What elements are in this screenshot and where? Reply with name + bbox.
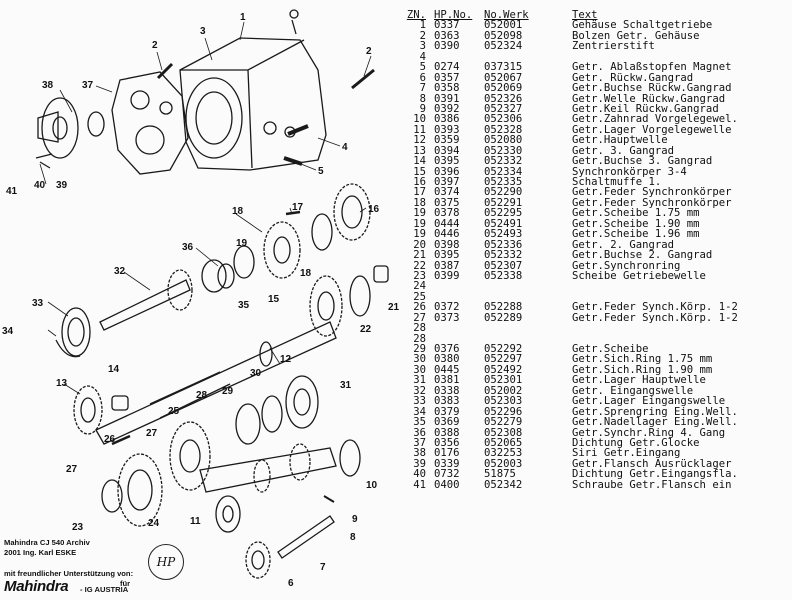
cell-werk: 052324 xyxy=(484,40,523,53)
cell-hp: 0359 xyxy=(434,134,460,147)
cell-text: Getr.Buchse 3. Gangrad xyxy=(572,156,713,167)
cell-zn: 29 xyxy=(413,343,426,356)
bell-gasket xyxy=(112,72,188,174)
cell-zn: 19 xyxy=(413,207,426,220)
cell-hp: 0394 xyxy=(434,144,460,157)
cell-werk: 052332 xyxy=(484,249,523,262)
callout: 29 xyxy=(222,386,234,397)
cell-hp xyxy=(434,323,474,333)
hp-logo-seal xyxy=(148,544,184,580)
cell-werk: 052491 xyxy=(484,217,523,230)
input-flange xyxy=(42,98,78,158)
cell-hp: 0378 xyxy=(434,207,460,220)
cell-hp: 0395 xyxy=(434,249,460,262)
callout: 11 xyxy=(190,516,201,527)
cell-zn: 30 xyxy=(413,353,426,366)
callout: 27 xyxy=(146,428,158,439)
cell-hp: 0397 xyxy=(434,176,460,189)
cell-hp: 0363 xyxy=(434,29,460,42)
countershaft-bearing xyxy=(340,440,360,476)
cell-werk: 052307 xyxy=(484,259,523,272)
cell-text: Getr.Keil Rückw.Gangrad xyxy=(572,103,719,115)
cell-text: Dichtung Getr.Glocke xyxy=(572,437,700,449)
callout: 37 xyxy=(82,80,94,91)
cell-hp: 0381 xyxy=(434,374,460,387)
callout: 24 xyxy=(148,518,160,529)
table-row xyxy=(398,250,792,260)
cell-text: Getr.Zahnrad Vorgelegewel. xyxy=(572,114,738,125)
cell-text: Getr.Sich.Ring 1.90 mm xyxy=(572,364,713,376)
callout: 8 xyxy=(350,532,356,543)
cell-werk xyxy=(474,323,572,333)
cell-text: Getr. 3. Gangrad xyxy=(572,145,675,157)
cell-text: Getr.Sprengring Eing.Well. xyxy=(572,406,738,418)
callout: 15 xyxy=(268,294,280,305)
cell-zn: 39 xyxy=(413,457,426,470)
cell-werk: 052002 xyxy=(484,384,523,397)
callout: 4 xyxy=(342,142,348,153)
cell-werk: 052308 xyxy=(484,426,523,439)
callout: 1 xyxy=(240,12,246,23)
table-row xyxy=(398,271,792,281)
table-row xyxy=(398,417,792,427)
cell-werk: 052492 xyxy=(484,363,523,376)
callout: 26 xyxy=(104,434,116,445)
cell-hp: 0374 xyxy=(434,186,460,199)
cell-text: Getr. Ablaßstopfen Magnet xyxy=(572,62,732,73)
cell-zn: 31 xyxy=(413,374,426,387)
cell-text: Getr.Buchse 2. Gangrad xyxy=(572,250,713,261)
cell-zn: 3 xyxy=(419,40,426,53)
table-row xyxy=(398,313,792,323)
cell-zn: 35 xyxy=(413,416,426,429)
cell-text: Getr.Feder Synchronkörper xyxy=(572,187,732,198)
cell-text xyxy=(572,323,792,333)
cell-zn: 37 xyxy=(413,436,426,449)
cell-hp: 0386 xyxy=(434,113,460,126)
callout: 41 xyxy=(6,186,18,197)
cell-hp: 0176 xyxy=(434,447,460,460)
cell-hp: 0732 xyxy=(434,468,460,481)
callout: 23 xyxy=(72,522,84,533)
countershaft-gear-large xyxy=(170,422,210,490)
cell-zn: 36 xyxy=(413,426,426,439)
cell-hp: 0274 xyxy=(434,61,460,74)
cell-text: Getr.Lager Vorgelegewelle xyxy=(572,124,732,136)
cell-zn: 2 xyxy=(419,29,426,42)
callout: 28 xyxy=(196,390,208,401)
ig-austria-label: - IG AUSTRIA xyxy=(80,585,129,594)
cell-hp: 0390 xyxy=(434,40,460,53)
cell-hp: 0356 xyxy=(434,436,460,449)
hp-logo-text: HP xyxy=(156,555,176,569)
cell-text: Getr.Scheibe 1.96 mm xyxy=(572,229,700,240)
cell-hp: 0357 xyxy=(434,71,460,84)
cell-hp: 0383 xyxy=(434,395,460,408)
cell-hp: 0337 xyxy=(434,19,460,32)
cell-text: Getr.Scheibe 1.90 mm xyxy=(572,218,700,230)
snap-ring xyxy=(56,340,80,357)
cell-hp: 0369 xyxy=(434,416,460,429)
cell-text: Getr.Nadellager Eing.Well. xyxy=(572,417,738,428)
cell-text xyxy=(572,334,792,344)
cell-werk: 052332 xyxy=(484,155,523,168)
cell-zn: 32 xyxy=(413,384,426,397)
callout: 2 xyxy=(366,46,372,57)
cell-werk: 052080 xyxy=(484,134,523,147)
cell-werk: 032253 xyxy=(484,447,523,460)
synchro-hub xyxy=(264,222,300,278)
callout: 31 xyxy=(340,380,352,391)
cell-hp: 0395 xyxy=(434,155,460,168)
cell-hp: 0372 xyxy=(434,301,460,314)
cell-zn: 33 xyxy=(413,395,426,408)
callout: 19 xyxy=(236,238,248,249)
cell-werk: 052493 xyxy=(484,228,523,241)
credit-for: für xyxy=(120,579,131,588)
callout: 40 xyxy=(34,180,46,191)
cell-zn: 16 xyxy=(413,176,426,189)
gear-bushing xyxy=(374,266,388,282)
parts-list xyxy=(398,10,792,490)
callout: 21 xyxy=(388,302,400,313)
parts-list-rows xyxy=(398,20,792,490)
cell-zn: 19 xyxy=(413,217,426,230)
oil-seal xyxy=(88,112,104,136)
table-row xyxy=(398,323,792,333)
cell-hp: 0388 xyxy=(434,426,460,439)
cell-werk: 052291 xyxy=(484,196,523,209)
cell-zn: 24 xyxy=(413,280,426,293)
cell-text xyxy=(572,281,792,291)
callout: 18 xyxy=(232,206,244,217)
cell-text: Synchronkörper 3-4 xyxy=(572,166,687,178)
cell-text: Getr.Hauptwelle xyxy=(572,135,668,146)
cell-hp: 0444 xyxy=(434,217,460,230)
cell-zn: 15 xyxy=(413,165,426,178)
cell-werk: 51875 xyxy=(484,468,516,481)
cell-werk: 052069 xyxy=(484,82,523,95)
cell-text: Getr.Scheibe xyxy=(572,344,649,355)
cell-werk: 052065 xyxy=(484,436,523,449)
callout: 13 xyxy=(56,378,68,389)
cell-werk: 037315 xyxy=(484,61,523,74)
cell-zn: 22 xyxy=(413,259,426,272)
cell-werk: 052335 xyxy=(484,176,523,189)
table-row xyxy=(398,281,792,291)
cell-text: Zentrierstift xyxy=(572,41,655,52)
table-row xyxy=(398,83,792,93)
callout: 7 xyxy=(320,562,326,573)
cell-text: Getr.Synchr.Ring 4. Gang xyxy=(572,427,726,438)
input-shaft-gear xyxy=(168,270,192,310)
cell-hp xyxy=(434,281,474,291)
cell-text: Getr.Flansch Ausrücklager xyxy=(572,458,732,470)
callout: 25 xyxy=(168,406,180,417)
cell-hp: 0339 xyxy=(434,457,460,470)
cell-werk: 052289 xyxy=(484,311,523,324)
cell-zn: 5 xyxy=(419,61,426,74)
callout: 36 xyxy=(182,242,194,253)
cell-werk: 052303 xyxy=(484,395,523,408)
cell-hp: 0387 xyxy=(434,259,460,272)
callout: 5 xyxy=(318,166,324,177)
cell-hp: 0393 xyxy=(434,123,460,136)
cell-zn: 12 xyxy=(413,134,426,147)
cell-werk: 052288 xyxy=(484,301,523,314)
cell-hp: 0375 xyxy=(434,196,460,209)
cell-werk: 052001 xyxy=(484,19,523,32)
col-text: Text xyxy=(572,10,598,21)
col-zn: ZN. xyxy=(406,9,426,21)
callout: 2 xyxy=(152,40,158,51)
cell-zn: 41 xyxy=(413,478,426,491)
cell-text xyxy=(572,292,792,302)
cell-text: Getr. Rückw.Gangrad xyxy=(572,72,694,84)
cell-text xyxy=(572,52,792,62)
cell-text: Gehäuse Schaltgetriebe xyxy=(572,20,713,31)
cell-text: Getr. Eingangswelle xyxy=(572,385,694,397)
cell-hp: 0392 xyxy=(434,102,460,115)
cell-zn: 20 xyxy=(413,238,426,251)
main-shaft-bearing xyxy=(286,376,318,428)
cell-hp: 0399 xyxy=(434,269,460,282)
main-shaft xyxy=(96,322,336,444)
cell-hp: 0398 xyxy=(434,238,460,251)
cell-zn: 27 xyxy=(413,311,426,324)
cell-werk: 052292 xyxy=(484,343,523,356)
cell-zn: 40 xyxy=(413,468,426,481)
cell-werk: 052342 xyxy=(484,478,523,491)
cell-hp: 0396 xyxy=(434,165,460,178)
credit-archive: Mahindra CJ 540 Archiv xyxy=(4,538,90,547)
cell-text: Schraube Getr.Flansch ein xyxy=(572,479,732,491)
cell-text: Dichtung Getr.Eingangsfla. xyxy=(572,469,738,480)
cell-werk: 052328 xyxy=(484,123,523,136)
reverse-gear xyxy=(246,542,270,578)
cell-text: Getr.Feder Synch.Körp. 1-2 xyxy=(572,312,738,324)
cell-zn: 9 xyxy=(419,102,426,115)
cell-text: Getr.Buchse Rückw.Gangrad xyxy=(572,83,732,94)
cell-werk: 052306 xyxy=(484,113,523,126)
callout: 22 xyxy=(360,324,372,335)
callout: 10 xyxy=(366,480,378,491)
cell-werk xyxy=(474,281,572,291)
cell-zn: 11 xyxy=(413,123,426,136)
cell-werk: 052330 xyxy=(484,144,523,157)
cell-text: Scheibe Getriebewelle xyxy=(572,270,706,282)
cell-hp: 0376 xyxy=(434,343,460,356)
callout: 14 xyxy=(108,364,120,375)
cell-hp: 0445 xyxy=(434,363,460,376)
cell-text: Getr.Welle Rückw.Gangrad xyxy=(572,93,726,104)
col-werk: No.Werk xyxy=(484,9,529,21)
callout: 16 xyxy=(368,204,380,215)
cell-zn: 13 xyxy=(413,144,426,157)
cell-zn: 8 xyxy=(419,92,426,105)
cell-text: Getr.Synchronring xyxy=(572,260,681,271)
cell-text: Getr.Sich.Ring 1.75 mm xyxy=(572,354,713,365)
callout: 33 xyxy=(32,298,44,309)
cell-text: Getr.Feder Synchronkörper xyxy=(572,197,732,209)
cell-zn: 4 xyxy=(419,50,426,63)
second-gear xyxy=(310,276,342,336)
callout: 32 xyxy=(114,266,126,277)
col-hp: HP.No. xyxy=(434,9,473,21)
reverse-shaft xyxy=(278,516,334,558)
cell-text: Bolzen Getr. Gehäuse xyxy=(572,30,700,42)
cell-zn: 38 xyxy=(413,447,426,460)
cell-zn: 25 xyxy=(413,290,426,303)
countershaft-bearing-rear xyxy=(216,496,240,532)
cell-werk: 052297 xyxy=(484,353,523,366)
cell-zn: 10 xyxy=(413,113,426,126)
cell-hp: 0358 xyxy=(434,82,460,95)
cell-werk: 052290 xyxy=(484,186,523,199)
table-row xyxy=(398,480,792,490)
cell-zn: 30 xyxy=(413,363,426,376)
cell-werk: 052334 xyxy=(484,165,523,178)
cell-zn: 28 xyxy=(413,322,426,335)
callout: 30 xyxy=(250,368,262,379)
cell-text: Schaltmuffe 1. xyxy=(572,177,662,188)
cell-werk: 052336 xyxy=(484,238,523,251)
cell-werk: 052067 xyxy=(484,71,523,84)
synchro-1-2 xyxy=(118,454,162,526)
cell-zn: 26 xyxy=(413,301,426,314)
callout: 27 xyxy=(66,464,78,475)
callout: 3 xyxy=(200,26,206,37)
credit-support: mit freundlicher Unterstützung von: xyxy=(4,569,134,578)
callout: 6 xyxy=(288,578,294,589)
cell-werk: 052338 xyxy=(484,269,523,282)
shift-sleeve xyxy=(334,184,370,240)
cell-text: Getr.Scheibe 1.75 mm xyxy=(572,208,700,219)
cell-werk: 052098 xyxy=(484,29,523,42)
cell-zn: 18 xyxy=(413,196,426,209)
cell-werk: 052301 xyxy=(484,374,523,387)
callout: 18 xyxy=(300,268,312,279)
callout: 35 xyxy=(238,300,250,311)
cell-zn: 21 xyxy=(413,249,426,262)
cell-werk: 052295 xyxy=(484,207,523,220)
credit-author: 2001 Ing. Karl ESKE xyxy=(4,548,77,557)
cell-zn: 7 xyxy=(419,82,426,95)
housing-bore-front xyxy=(186,78,242,158)
callout: 38 xyxy=(42,80,54,91)
mahindra-logo: Mahindra xyxy=(4,578,69,595)
cell-hp: 0338 xyxy=(434,384,460,397)
cell-text: Getr.Lager Eingangswelle xyxy=(572,396,726,407)
cell-zn: 17 xyxy=(413,186,426,199)
table-row xyxy=(398,41,792,51)
cell-text: Getr.Lager Hauptwelle xyxy=(572,375,706,386)
cell-werk: 052279 xyxy=(484,416,523,429)
cell-werk: 052296 xyxy=(484,405,523,418)
cell-hp: 0391 xyxy=(434,92,460,105)
cell-zn: 28 xyxy=(413,332,426,345)
callout: 12 xyxy=(280,354,292,365)
cell-text: Getr. 2. Gangrad xyxy=(572,239,675,251)
callout: 9 xyxy=(352,514,358,525)
callout: 34 xyxy=(2,326,14,337)
cell-text: Siri Getr.Eingang xyxy=(572,448,681,459)
callout: 17 xyxy=(292,202,304,213)
cell-zn: 6 xyxy=(419,71,426,84)
cell-zn: 34 xyxy=(413,405,426,418)
cell-hp: 0400 xyxy=(434,478,460,491)
cell-werk: 052326 xyxy=(484,92,523,105)
cell-zn: 1 xyxy=(419,19,426,32)
housing-stud-left xyxy=(158,64,172,78)
cell-zn: 14 xyxy=(413,155,426,168)
cell-zn: 19 xyxy=(413,228,426,241)
cell-hp: 0373 xyxy=(434,311,460,324)
cell-hp: 0380 xyxy=(434,353,460,366)
housing-stud-right xyxy=(352,70,374,88)
callout: 39 xyxy=(56,180,68,191)
cell-werk: 052003 xyxy=(484,457,523,470)
input-shaft xyxy=(100,280,190,330)
cell-zn: 23 xyxy=(413,269,426,282)
cell-text: Getr.Feder Synch.Körp. 1-2 xyxy=(572,302,738,313)
gearbox-housing xyxy=(180,38,326,170)
table-row xyxy=(398,156,792,166)
cell-hp: 0379 xyxy=(434,405,460,418)
cell-hp: 0446 xyxy=(434,228,460,241)
diagram-drawing xyxy=(36,10,388,578)
cell-werk: 052327 xyxy=(484,102,523,115)
